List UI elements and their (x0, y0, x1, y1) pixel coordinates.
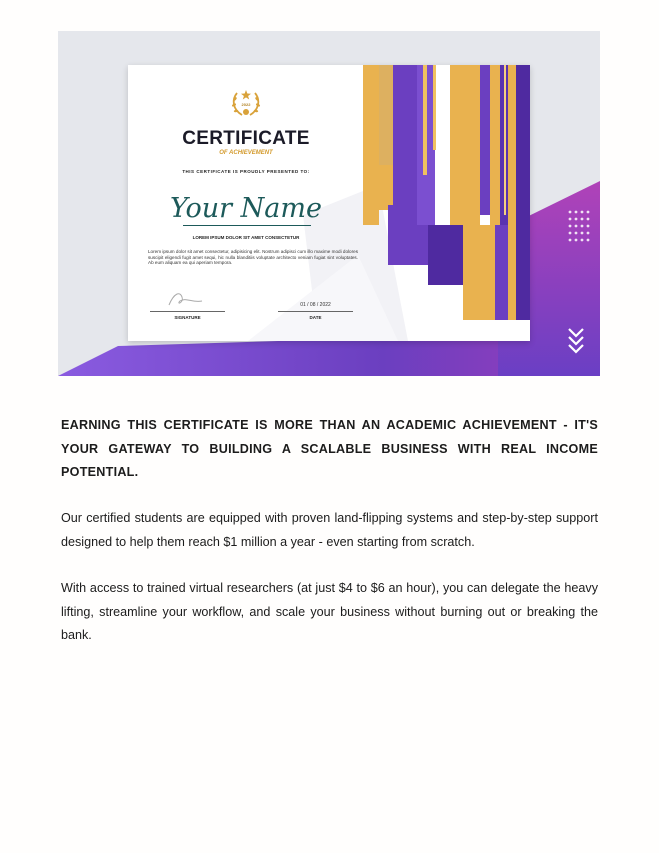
svg-text:2022: 2022 (241, 102, 251, 107)
certificate-subtitle: OF ACHIEVEMENT (219, 150, 273, 156)
date-line (278, 311, 353, 312)
signature-label: SIGNATURE (174, 315, 201, 320)
laurel-badge-icon (228, 85, 264, 121)
certificate-body: Lorem ipsum dolor sit amet consectetur, adipisicing elit. Nostrum adipisci cum illo maxime modi dolores suscipit eligendi fugit amet sequi, hic nulla blanditiis voluptate architecto veniam fugiat sint voluptates. Ab eum aliquam ea qui aperiam tempora. (148, 249, 358, 266)
recipient-name: Your Name (170, 193, 322, 224)
date-label: DATE (309, 315, 322, 320)
certificate-title: CERTIFICATE (182, 128, 310, 149)
signature-line (150, 311, 225, 312)
article-headline: EARNING THIS CERTIFICATE IS MORE THAN AN ACADEMIC ACHIEVEMENT - IT'S YOUR GATEWAY TO BUILDING A SCALABLE BUSINESS WITH REAL INCOME POTENTIAL. (61, 418, 598, 479)
article-paragraph-2: With access to trained virtual researchers (at just $4 to $6 an hour), you can delegate the heavy lifting, streamline your workflow, and scale your business without burning out or breaking the bank. (61, 581, 598, 642)
certificate-card (128, 65, 530, 341)
article-paragraph-1: Our certified students are equipped with proven land-flipping systems and step-by-step support designed to help them reach $1 million a year - even starting from scratch. (61, 511, 598, 549)
date-value: 01 / 08 / 2022 (300, 302, 331, 308)
name-underline (183, 225, 311, 226)
certificate-heading: LOREM IPSUM DOLOR SIT AMET CONSECTETUR (192, 235, 300, 240)
certificate-image (58, 31, 600, 376)
presented-to-text: THIS CERTIFICATE IS PROUDLY PRESENTED TO: (182, 169, 310, 174)
signature-scribble (166, 289, 206, 309)
